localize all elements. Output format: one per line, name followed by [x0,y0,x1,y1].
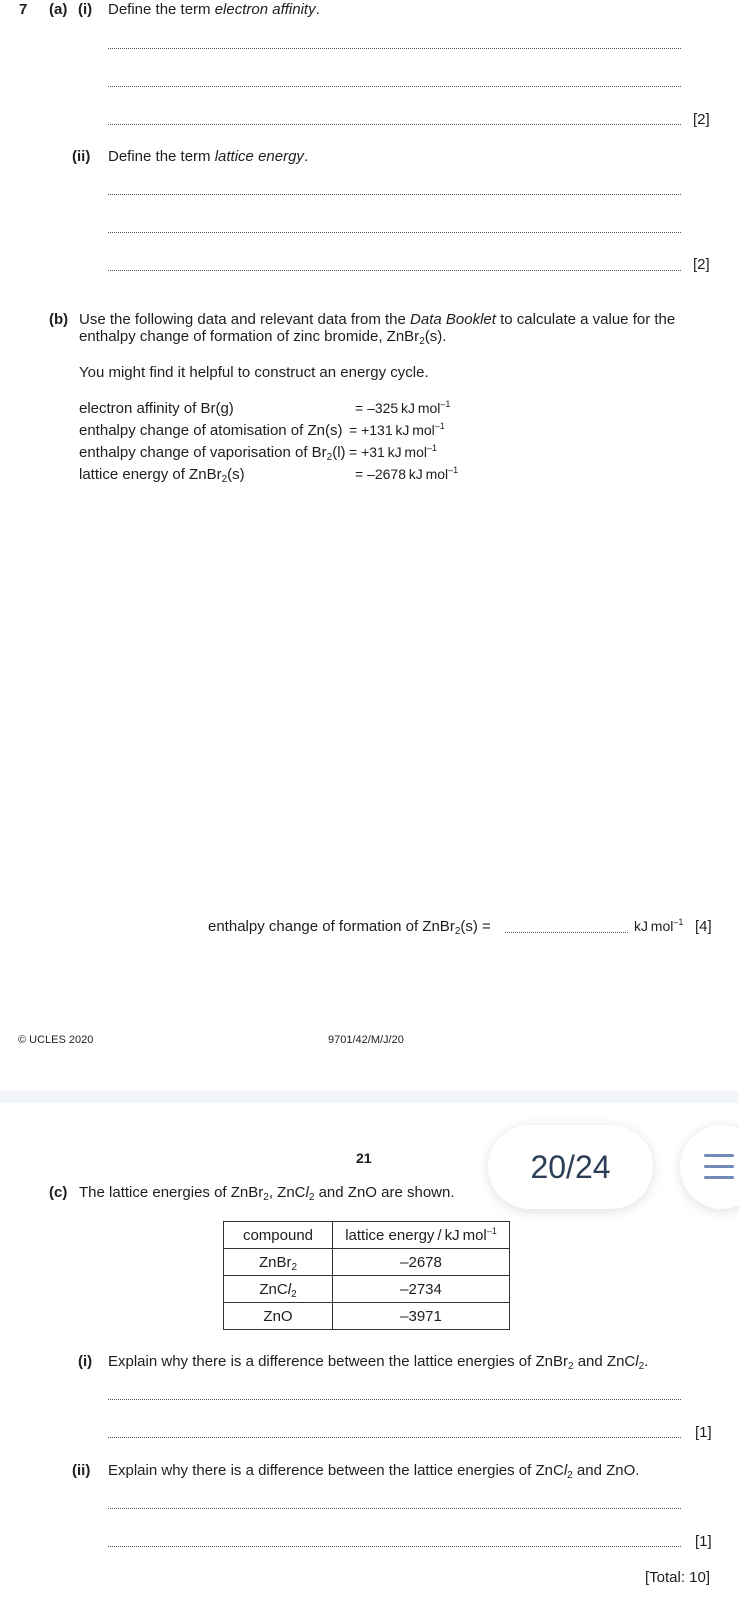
total-marks: [Total: 10] [645,1569,711,1586]
table-header: lattice energy / kJ mol$^{-1}$ [333,1222,510,1249]
marks-a-i: [2] [693,111,710,128]
page-indicator[interactable] [488,1125,653,1209]
answer-line[interactable] [108,1399,681,1400]
table-cell-compound: ZnBr$_2$ [224,1249,333,1276]
table-row [224,1249,510,1276]
part-c-i-question: Explain why there is a difference between the lattice energies of ZnBr$_2$ and ZnCl$_2$. [108,1353,649,1372]
answer-line[interactable] [108,124,681,125]
table-cell-value: –2734 [333,1276,510,1303]
part-b-question-line1: Use the following data and relevant data from the Data Booklet to calculate a value for the [79,311,676,328]
part-a-ii-question: Define the term lattice energy. [108,148,309,165]
part-b-hint: You might find it helpful to construct an energy cycle. [79,364,429,381]
paper-code: 9701/42/M/J/20 [328,1034,404,1046]
data-row-value: = +131 kJ mol$^{-1}$ [349,421,445,438]
page-indicator-text: 20/24 [530,1148,611,1185]
marks-c-i: [1] [695,1424,712,1441]
marks-a-ii: [2] [693,256,710,273]
table-cell-value: –3971 [333,1303,510,1330]
answer-line[interactable] [108,48,681,49]
answer-line[interactable] [108,194,681,195]
table-header: compound [224,1222,333,1249]
data-row-value: = –325 kJ mol$^{-1}$ [355,399,451,416]
answer-line[interactable] [108,1437,681,1438]
part-c-label: (c) [49,1184,68,1201]
part-a-label: (a) [49,1,68,18]
lattice-energy-table [223,1221,510,1330]
answer-line[interactable] [505,932,628,933]
marks-b: [4] [695,918,712,935]
part-a-i-question: Define the term electron affinity. [108,1,320,18]
part-c-intro: The lattice energies of ZnBr$_2$, ZnCl$_2$ and ZnO are shown. [79,1184,455,1203]
answer-unit: kJ mol$^{-1}$ [634,917,684,934]
page-divider [0,1091,739,1103]
part-a-i-label: (i) [78,1,93,18]
data-row-label: lattice energy of ZnBr$_2$(s) [79,466,245,485]
table-header-row [224,1222,510,1249]
part-a-ii-label: (ii) [72,148,91,165]
table-cell-compound: ZnO [224,1303,333,1330]
copyright: © UCLES 2020 [18,1034,94,1046]
table-row [224,1276,510,1303]
data-row-value: = +31 kJ mol$^{-1}$ [349,443,437,460]
answer-line[interactable] [108,1546,681,1547]
answer-label: enthalpy change of formation of ZnBr$_2$(s) = [208,918,491,937]
data-row-label: electron affinity of Br(g) [79,400,234,417]
data-row-value: = –2678 kJ mol$^{-1}$ [355,465,459,482]
answer-line[interactable] [108,1508,681,1509]
data-row-label: enthalpy change of vaporisation of $Br_2(l)$ [79,444,346,463]
page-number: 21 [356,1150,372,1166]
table-row [224,1303,510,1330]
answer-line[interactable] [108,270,681,271]
part-c-ii-question: Explain why there is a difference between the lattice energies of ZnCl$_2$ and ZnO. [108,1462,640,1481]
answer-line[interactable] [108,86,681,87]
part-c-ii-label: (ii) [72,1462,91,1479]
part-c-i-label: (i) [78,1353,93,1370]
table-cell-value: –2678 [333,1249,510,1276]
answer-line[interactable] [108,232,681,233]
hamburger-menu-icon[interactable] [680,1125,739,1209]
part-b-label: (b) [49,311,69,328]
part-b-question-line2: enthalpy change of formation of zinc bromide, ZnBr$_2$(s). [79,328,447,347]
question-number: 7 [19,1,28,18]
data-row-label: enthalpy change of atomisation of Zn(s) [79,422,343,439]
marks-c-ii: [1] [695,1533,712,1550]
table-cell-compound: ZnCl$_2$ [224,1276,333,1303]
